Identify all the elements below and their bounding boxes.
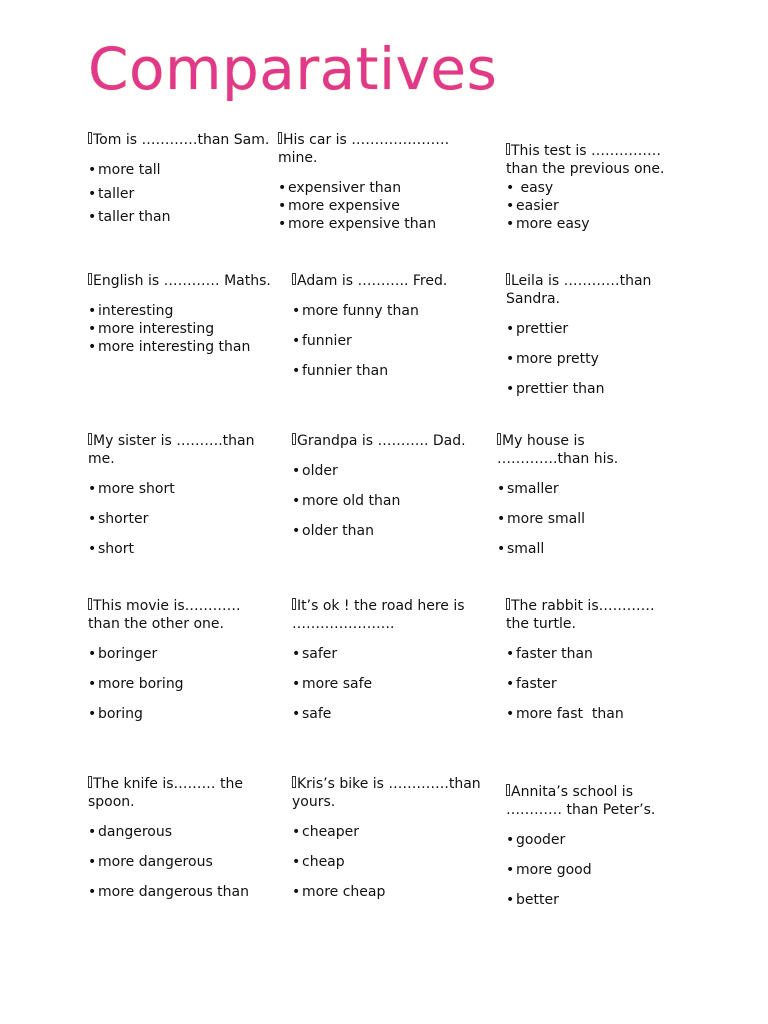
- checkbox-icon: [292, 598, 296, 610]
- checkbox-icon: [278, 132, 282, 144]
- answer-option[interactable]: • more dangerous than: [88, 877, 278, 907]
- options-list: [292, 296, 482, 386]
- question-block: [88, 775, 278, 907]
- answer-option[interactable]: • boring: [88, 699, 268, 729]
- checkbox-icon: [292, 776, 296, 788]
- question-block: [506, 272, 681, 404]
- answer-option[interactable]: • interesting: [88, 302, 278, 320]
- question-prompt: Grandpa is ……….. Dad.: [292, 432, 482, 450]
- checkbox-icon: [497, 433, 501, 445]
- options-list: [88, 639, 268, 729]
- options-list: [278, 179, 468, 233]
- question-prompt: This movie is…………than the other one.: [88, 598, 241, 632]
- checkbox-icon: [506, 784, 510, 796]
- question-block: [88, 597, 268, 729]
- answer-option[interactable]: • safer: [292, 639, 477, 669]
- checkbox-icon: [292, 433, 296, 445]
- answer-option[interactable]: • easier: [506, 197, 681, 215]
- checkbox-icon: [88, 273, 92, 285]
- answer-option[interactable]: • older than: [292, 516, 482, 546]
- options-list: [506, 825, 681, 915]
- answer-option[interactable]: • smaller: [497, 474, 672, 504]
- answer-option[interactable]: • more good: [506, 855, 681, 885]
- question-prompt: His car is ………………… mine.: [278, 132, 450, 166]
- answer-option[interactable]: • more pretty: [506, 344, 681, 374]
- answer-option[interactable]: • taller than: [88, 206, 278, 230]
- answer-option[interactable]: • faster than: [506, 639, 676, 669]
- answer-option[interactable]: • taller: [88, 183, 278, 207]
- answer-option[interactable]: • cheap: [292, 847, 482, 877]
- question-block: [292, 272, 482, 386]
- question-block: [88, 432, 278, 564]
- question-prompt: My sister is ……….than me.: [88, 433, 255, 467]
- answer-option[interactable]: • more expensive than: [278, 215, 468, 233]
- answer-option[interactable]: • faster: [506, 669, 676, 699]
- question-prompt: English is ………… Maths.: [88, 272, 278, 290]
- answer-option[interactable]: • dangerous: [88, 817, 278, 847]
- answer-option[interactable]: • prettier than: [506, 374, 681, 404]
- answer-option[interactable]: • more easy: [506, 215, 681, 233]
- answer-option[interactable]: • more fast than: [506, 699, 676, 729]
- question-prompt: Leila is …………than Sandra.: [506, 273, 652, 307]
- answer-option[interactable]: • shorter: [88, 504, 278, 534]
- question-block: [506, 783, 681, 915]
- question-prompt: Annita’s school is ………… than Peter’s.: [506, 784, 656, 818]
- answer-option[interactable]: • more expensive: [278, 197, 468, 215]
- checkbox-icon: [88, 433, 92, 445]
- answer-option[interactable]: • expensiver than: [278, 179, 468, 197]
- answer-option[interactable]: • more dangerous: [88, 847, 278, 877]
- options-list: [292, 817, 482, 907]
- options-list: [506, 639, 676, 729]
- answer-option[interactable]: • funnier: [292, 326, 482, 356]
- answer-option[interactable]: • more interesting than: [88, 338, 278, 356]
- question-block: [88, 272, 278, 356]
- answer-option[interactable]: • safe: [292, 699, 477, 729]
- answer-option[interactable]: • more cheap: [292, 877, 482, 907]
- question-prompt: It’s ok ! the road here is ………………….: [292, 598, 465, 632]
- question-prompt: The rabbit is………… the turtle.: [506, 598, 655, 632]
- answer-option[interactable]: • short: [88, 534, 278, 564]
- options-list: [88, 159, 278, 230]
- answer-option[interactable]: • more tall: [88, 159, 278, 183]
- options-list: [88, 474, 278, 564]
- checkbox-icon: [506, 273, 510, 285]
- question-prompt: Kris’s bike is ………….than yours.: [292, 776, 481, 810]
- options-list: [506, 314, 681, 404]
- options-list: [497, 474, 672, 564]
- options-list: [292, 639, 477, 729]
- question-block: [292, 432, 482, 546]
- answer-option[interactable]: • more funny than: [292, 296, 482, 326]
- options-list: [88, 302, 278, 356]
- answer-option[interactable]: • more old than: [292, 486, 482, 516]
- question-prompt: The knife is……… the spoon.: [88, 776, 243, 810]
- checkbox-icon: [88, 132, 92, 144]
- answer-option[interactable]: • better: [506, 885, 681, 915]
- question-block: [292, 597, 477, 729]
- checkbox-icon: [506, 598, 510, 610]
- options-list: [506, 179, 681, 233]
- question-block: [278, 131, 468, 233]
- answer-option[interactable]: • older: [292, 456, 482, 486]
- answer-option[interactable]: • more safe: [292, 669, 477, 699]
- answer-option[interactable]: • more boring: [88, 669, 268, 699]
- question-prompt: Adam is ……….. Fred.: [292, 272, 482, 290]
- checkbox-icon: [292, 273, 296, 285]
- answer-option[interactable]: • prettier: [506, 314, 681, 344]
- question-prompt: Tom is …………than Sam.: [88, 131, 278, 149]
- page-title: Comparatives: [88, 35, 498, 103]
- question-prompt: My house is ………….than his.: [497, 433, 619, 467]
- options-list: [292, 456, 482, 546]
- options-list: [88, 817, 278, 907]
- question-prompt: This test is …………… than the previous one.: [506, 143, 665, 177]
- answer-option[interactable]: • boringer: [88, 639, 268, 669]
- answer-option[interactable]: • easy: [506, 179, 681, 197]
- answer-option[interactable]: • small: [497, 534, 672, 564]
- checkbox-icon: [506, 143, 510, 155]
- question-block: [88, 131, 278, 230]
- answer-option[interactable]: • more short: [88, 474, 278, 504]
- checkbox-icon: [88, 776, 92, 788]
- answer-option[interactable]: • more interesting: [88, 320, 278, 338]
- question-block: [506, 142, 681, 233]
- answer-option[interactable]: • more small: [497, 504, 672, 534]
- question-block: [497, 432, 672, 564]
- answer-option[interactable]: • gooder: [506, 825, 681, 855]
- checkbox-icon: [88, 598, 92, 610]
- question-block: [292, 775, 482, 907]
- answer-option[interactable]: • cheaper: [292, 817, 482, 847]
- answer-option[interactable]: • funnier than: [292, 356, 482, 386]
- question-block: [506, 597, 676, 729]
